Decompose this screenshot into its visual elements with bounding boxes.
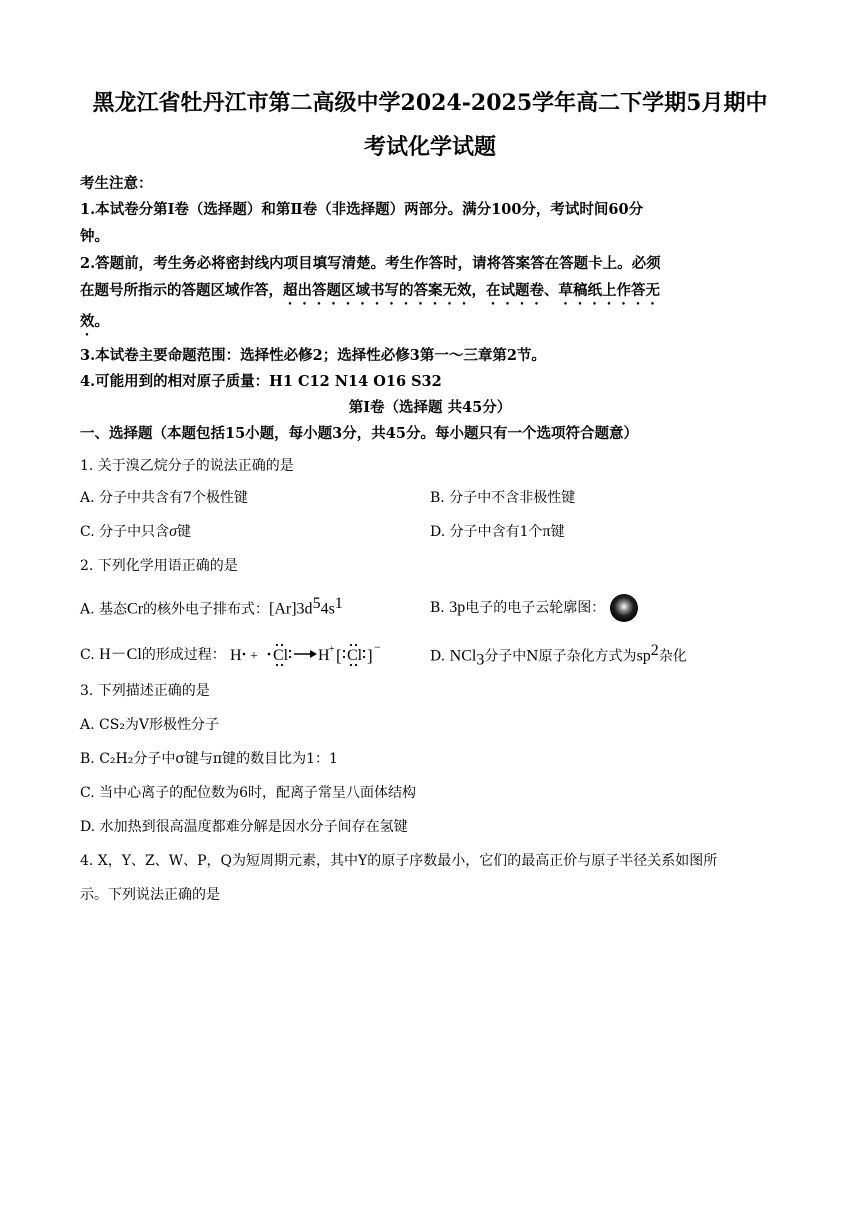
pi-symbol: π <box>542 523 551 540</box>
q2-b-text: 电子的电子云轮廓图： <box>465 600 606 616</box>
electron-cloud-sphere-icon <box>610 594 638 622</box>
q2-c-text: 的形成过程： <box>141 647 226 663</box>
q2-option-a <box>80 594 343 620</box>
q4-stem-line1: 4. X，Y、Z、W、P，Q为短周期元素，其中Y的原子序数最小，它们的最高正价与原子半径关系如图所 <box>80 853 718 869</box>
notice-item4: 4.可能用到的相对原子质量：H1 C12 N14 O16 S32 <box>80 373 442 390</box>
svg-text:H: H <box>230 647 242 664</box>
q3-option-d: D. 水加热到很高温度都难分解是因水分子间存在氢键 <box>80 819 408 835</box>
notice-item2-line1: 2.答题前，考生务必将密封线内项目填写清楚。考生作答时，请将答案答在答题卡上。必须 <box>80 255 661 272</box>
q2-d-text: 分子中N原子杂化方式为 <box>484 648 637 665</box>
svg-text:+: + <box>250 649 259 664</box>
notice-item2-emphasis: 超出答题区域书写的答案无效，在试题卷、草稿纸上作答无 <box>283 282 660 299</box>
q2-d-label: D. <box>430 648 446 665</box>
notice-item2-period: 。 <box>94 313 109 330</box>
hcl-symbol: H－Cl <box>99 646 142 663</box>
notice-item1-line1: 1.本试卷分第Ⅰ卷（选择题）和第Ⅱ卷（非选择题）两部分。满分100分，考试时间60分 <box>80 201 644 218</box>
notice-heading: 考生注意： <box>80 175 153 192</box>
notice-item2-plain: 在题号所指示的答题区域作答， <box>80 282 283 299</box>
svg-text:]: ] <box>367 646 373 665</box>
electron-config-2: 4s <box>320 600 335 618</box>
svg-text:Cl: Cl <box>347 647 363 664</box>
q1-c-suffix: 键 <box>177 524 192 540</box>
svg-text:[: [ <box>336 646 342 665</box>
chromium-symbol: Cr <box>127 600 144 618</box>
q1-option-d <box>430 522 565 542</box>
svg-text:−: − <box>374 641 382 654</box>
sp-superscript: 2 <box>650 642 659 659</box>
notice-item2-line2 <box>80 281 780 308</box>
notice-item2-emphasis-end: 效 <box>80 313 95 330</box>
q4-stem-line2: 示。下列说法正确的是 <box>80 887 220 903</box>
q2-option-c <box>80 641 390 669</box>
q2-option-b <box>430 594 638 622</box>
exam-title-line1: 黑龙江省牡丹江市第二高级中学2024-2025学年高二下学期5月期中 <box>92 90 768 116</box>
q2-d-suffix: 杂化 <box>658 648 687 665</box>
hcl-formation-electron-dot-diagram <box>230 641 390 669</box>
q1-stem: 1. 关于溴乙烷分子的说法正确的是 <box>80 458 294 474</box>
part-title: 一、选择题（本题包括15小题，每小题3分，共45分。每小题只有一个选项符合题意） <box>80 425 638 442</box>
q3-option-a: A. CS₂为V形极性分子 <box>80 717 220 733</box>
notice-item1-line2: 钟。 <box>80 228 109 245</box>
electron-config: [Ar]3d <box>269 600 313 618</box>
svg-text:Cl: Cl <box>273 647 289 664</box>
q2-option-d <box>430 641 687 670</box>
notice-item3: 3.本试卷主要命题范围：选择性必修2；选择性必修3第一～三章第2节。 <box>80 347 546 364</box>
q1-option-a: A. 分子中共含有7个极性键 <box>80 490 248 506</box>
config-sup-2: 1 <box>334 595 343 612</box>
config-sup-1: 5 <box>312 595 321 612</box>
volume-title: 第Ⅰ卷（选择题 共45分） <box>348 399 512 416</box>
q2-stem: 2. 下列化学用语正确的是 <box>80 558 238 574</box>
orbital-3p-symbol: 3p <box>449 599 466 616</box>
sp-symbol: sp <box>636 647 651 665</box>
q2-c-label: C. <box>80 647 95 663</box>
q3-stem: 3. 下列描述正确的是 <box>80 683 210 699</box>
q2-a-text: A. 基态 <box>80 601 128 618</box>
svg-text:H: H <box>318 647 330 664</box>
notice-item2-line3 <box>80 312 780 339</box>
sigma-symbol: σ <box>169 523 178 540</box>
q3-option-c: C. 当中心离子的配位数为6时，配离子常呈八面体结构 <box>80 785 417 801</box>
q1-d-suffix: 键 <box>550 524 565 540</box>
q1-option-c <box>80 522 191 542</box>
exam-title-line2: 考试化学试题 <box>363 134 496 160</box>
q1-d-text: D. 分子中含有1个 <box>430 524 543 540</box>
q2-a-mid: 的核外电子排布式： <box>143 601 270 618</box>
svg-text:+: + <box>329 644 335 655</box>
q1-c-text: C. 分子中只含 <box>80 524 170 540</box>
q2-b-label: B. <box>430 600 445 616</box>
q3-option-b: B. C₂H₂分子中σ键与π键的数目比为1：1 <box>80 751 338 767</box>
ncl3-subscript: 3 <box>476 651 485 669</box>
ncl3-symbol: NCl <box>449 647 477 665</box>
q1-option-b: B. 分子中不含非极性键 <box>430 490 576 506</box>
